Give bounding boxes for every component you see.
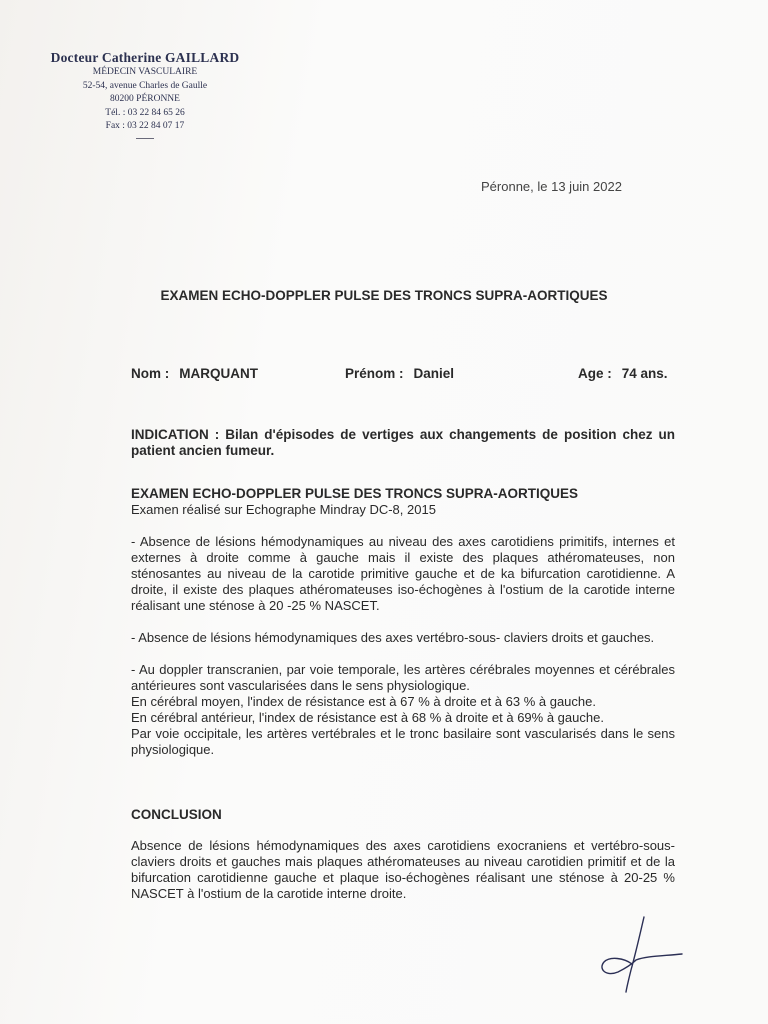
indication-section: INDICATION : Bilan d'épisodes de vertiges aux changements de position chez un patient ancien fumeur. [131,427,675,458]
exam-paragraph-transcranial: - Au doppler transcranien, par voie temporale, les artères cérébrales moyennes et cérébrales antérieures sont vascularisées dans le sens physiologique. [131,662,675,693]
document-date: Péronne, le 13 juin 2022 [481,179,622,194]
patient-name [131,366,258,381]
address-line-1: 52-54, avenue Charles de Gaulle [82,80,208,91]
signature [596,914,686,994]
exam-title: EXAMEN ECHO-DOPPLER PULSE DES TRONCS SUPRA-AORTIQUES [131,486,579,501]
patient-name-label: Nom : [131,366,170,381]
patient-age [578,366,668,381]
exam-line-anterior-cerebral: En cérébral antérieur, l'index de résistance est à 68 % à droite et à 69% à gauche. [131,710,604,725]
patient-name-value: MARQUANT [179,366,258,381]
fax: Fax : 03 22 84 07 17 [105,121,185,131]
conclusion-heading: CONCLUSION [131,807,222,822]
patient-age-label: Age : [578,366,612,381]
letterhead [30,50,260,139]
patient-firstname-label: Prénom : [345,366,404,381]
address-line-2: 80200 PÉRONNE [110,94,180,104]
patient-firstname [345,366,454,381]
exam-line-middle-cerebral: En cérébral moyen, l'index de résistance est à 67 % à droite et à 63 % à gauche. [131,694,596,709]
letterhead-divider [136,138,154,139]
patient-age-value: 74 ans. [621,366,668,381]
doctor-name: Docteur Catherine GAILLARD [50,50,240,65]
conclusion-text: Absence de lésions hémodynamiques des axes carotidiens exocraniens et vertébro-sous-claviers droits et gauches mais plaques athéromateuses au niveau carotidien primitif et de la bifurcation carotidienne gauche et plaque iso-échogènes réalisant une sténose à 20-25 % NASCET à l'ostium de la carotide interne droite. [131,838,675,901]
patient-firstname-value: Daniel [413,366,455,381]
exam-paragraph-carotid: - Absence de lésions hémodynamiques au niveau des axes carotidiens primitifs, internes et externes à droite comme à gauche mais il existe des plaques athéromateuses, non sténosantes au niveau de la carotide primitive gauche et de ka bifurcation carotidienne. A droite, il existe des plaques athéromateuses iso-échogènes à l'ostium de la carotide interne réalisant une sténose à 20 -25 % NASCET. [131,534,675,613]
exam-line-occipital: Par voie occipitale, les artères vertébrales et le tronc basilaire sont vascularisés dans le sens physiologique. [131,726,675,757]
telephone: Tél. : 03 22 84 65 26 [105,107,185,118]
doctor-specialty: MÉDECIN VASCULAIRE [92,67,198,77]
exam-equipment: Examen réalisé sur Echographe Mindray DC-8, 2015 [131,502,436,517]
document-title: EXAMEN ECHO-DOPPLER PULSE DES TRONCS SUPRA-AORTIQUES [160,288,608,303]
exam-paragraph-vertebral: - Absence de lésions hémodynamiques des axes vertébro-sous- claviers droits et gauches. [131,630,655,645]
exam-section [131,486,675,758]
